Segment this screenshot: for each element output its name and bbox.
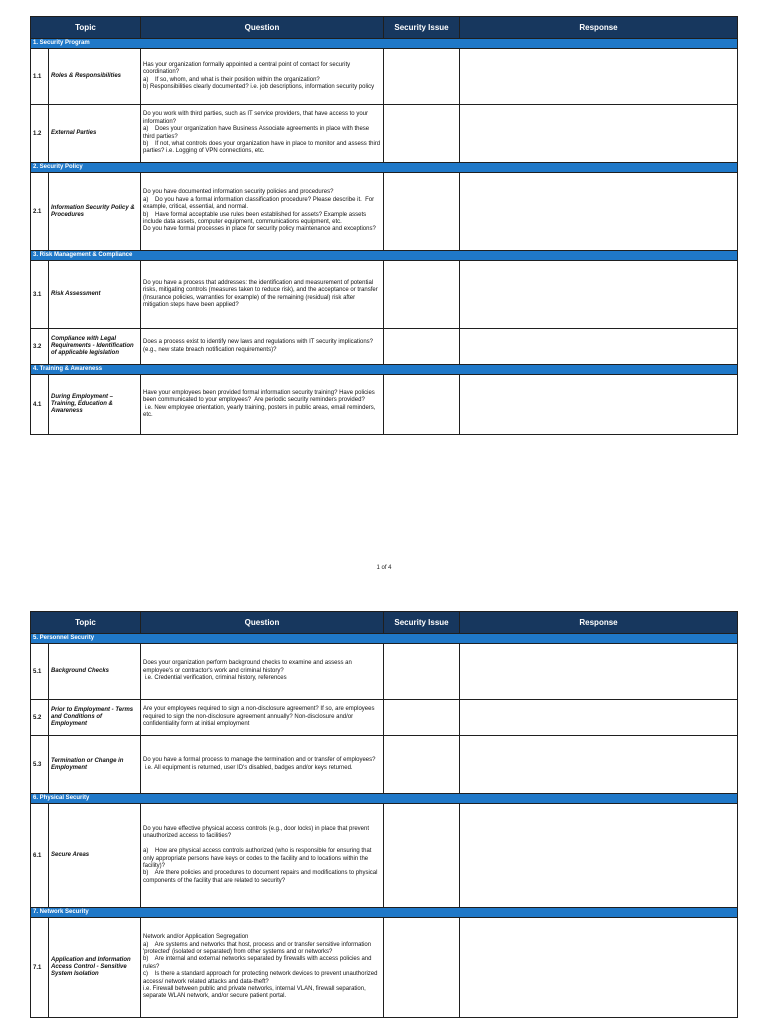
row-number: 4.1 [31,375,49,435]
question-text: Do you have documented information security policies and procedures? a) Do you have a formal information classification procedure? Please describe it. For example, critical, essential, and normal. b) Have formal acceptable use rules been established for assets? Example assets include data assets, computer equipment, communications equipment, etc. Do you have formal processes in place for security policy maintenance and exceptions? [143,189,376,233]
security-issue-cell[interactable] [384,644,460,700]
question-text: Do you work with third parties, such as IT service providers, that have access to your information? a) Does your organization have Business Associate agreements in place with these third parties? b) If not, what controls does your organization have in place to monitor and assess third parties? i.e. Logging of VPN connections, etc. [143,111,381,155]
row-number: 3.2 [31,329,49,365]
table-row [31,644,738,700]
section-title: 4. Training & Awareness [31,365,738,375]
row-topic: Background Checks [49,644,141,700]
row-topic: Application and Information Access Control - Sensitive System Isolation [49,918,141,1018]
row-question [141,700,384,736]
row-topic: Compliance with Legal Requirements - Identification of applicable legislation [49,329,141,365]
section-row [31,908,738,918]
table-row [31,105,738,163]
section-title: 5. Personnel Security [31,634,738,644]
response-cell[interactable] [460,261,738,329]
question-text: Network and/or Application Segregation a) Are systems and networks that host, process and or transfer sensitive information 'protected' (isolated or separated) from other systems and or networks? b) Are internal and external networks separated by firewalls with access policies and rules? c) Is there a standard approach for protecting network devices to prevent unauthorized access/ network related attacks and data-theft? i.e. Firewall between public and private networks, internal VLAN, firewall separation, separate WLAN network, and/or secure patient portal. [143,934,378,1000]
header-response: Response [460,612,738,634]
row-question [141,173,384,251]
row-question [141,804,384,908]
response-cell[interactable] [460,700,738,736]
security-issue-cell[interactable] [384,736,460,794]
response-cell[interactable] [460,105,738,163]
header-response: Response [460,17,738,39]
row-topic: During Employment – Training, Education & Awareness [49,375,141,435]
question-text: Do you have a process that addresses: the identification and measurement of potential risks, mitigating controls (measures taken to reduce risk), and the acceptance or transfer (Insurance policies, warranties for example) of the remaining (residual) risk after mitigation steps have been applied? [143,279,380,308]
response-cell[interactable] [460,49,738,105]
table-row [31,261,738,329]
row-number: 2.1 [31,173,49,251]
response-cell[interactable] [460,329,738,365]
table-row [31,736,738,794]
row-number: 5.1 [31,644,49,700]
header-topic: Topic [31,17,141,39]
question-text: Are your employees required to sign a non-disclosure agreement? If so, are employees required to sign the non-disclosure agreement annually? Non-disclosure and/or confidentiality form at initial employment [143,706,377,728]
response-cell[interactable] [460,804,738,908]
header-security-issue: Security Issue [384,612,460,634]
security-issue-cell[interactable] [384,700,460,736]
row-topic: Secure Areas [49,804,141,908]
section-title: 1. Security Program [31,39,738,49]
response-cell[interactable] [460,375,738,435]
table-row [31,49,738,105]
security-issue-cell[interactable] [384,173,460,251]
row-topic: Roles & Responsibilities [49,49,141,105]
question-text: Has your organization formally appointed a central point of contact for security coordination? a) If so, whom, and what is their position within the organization? b) Responsibilities clearly documented? i.e. job descriptions, information security policy [143,61,375,90]
security-issue-cell[interactable] [384,329,460,365]
question-text: Have your employees been provided formal information security training? Have policies been communicated to your employees? Are periodic security reminders provided? i.e. New employee orientation, yearly training, posters in public areas, email reminders, etc. [143,389,376,418]
section-title: 3. Risk Management & Compliance [31,251,738,261]
row-topic: Prior to Employment - Terms and Conditions of Employment [49,700,141,736]
section-row [31,794,738,804]
section-row [31,365,738,375]
assessment-table-page-1 [30,16,738,435]
table-row [31,700,738,736]
question-text: Does your organization perform background checks to examine and assess an employee's or contractor's work and criminal history? i.e. Credential verification, criminal history, references [143,660,352,682]
response-cell[interactable] [460,173,738,251]
security-issue-cell[interactable] [384,918,460,1018]
section-row [31,163,738,173]
header-security-issue: Security Issue [384,17,460,39]
row-question [141,329,384,365]
row-topic: Information Security Policy & Procedures [49,173,141,251]
section-row [31,634,738,644]
row-topic: External Parties [49,105,141,163]
row-topic: Termination or Change in Employment [49,736,141,794]
question-text: Does a process exist to identify new laws and regulations with IT security implications? (e.g., new state breach notification requirements)? [143,339,375,353]
row-question [141,49,384,105]
response-cell[interactable] [460,644,738,700]
security-issue-cell[interactable] [384,49,460,105]
section-row [31,251,738,261]
header-question: Question [141,612,384,634]
response-cell[interactable] [460,736,738,794]
section-title: 2. Security Policy [31,163,738,173]
row-number: 7.1 [31,918,49,1018]
row-number: 5.3 [31,736,49,794]
row-number: 3.1 [31,261,49,329]
assessment-table-page-2 [30,611,738,1018]
table-row [31,918,738,1018]
row-question [141,918,384,1018]
row-topic: Risk Assessment [49,261,141,329]
row-question [141,736,384,794]
security-issue-cell[interactable] [384,261,460,329]
header-topic: Topic [31,612,141,634]
row-number: 6.1 [31,804,49,908]
table-row [31,804,738,908]
response-cell[interactable] [460,918,738,1018]
row-number: 1.1 [31,49,49,105]
row-question [141,105,384,163]
row-number: 1.2 [31,105,49,163]
header-question: Question [141,17,384,39]
security-issue-cell[interactable] [384,804,460,908]
section-title: 6. Physical Security [31,794,738,804]
security-issue-cell[interactable] [384,375,460,435]
question-text: Do you have effective physical access controls (e.g., door locks) in place that prevent unauthorized access to facilities? a) How are physical access controls authorized (who is responsible for ensuring that only appropriate persons have keys or codes to the facility and to locations within the facility)? b) Are there policies and procedures to document repairs and modifications to physical components of the facility that are related to security? [143,825,378,884]
row-question [141,375,384,435]
section-title: 7. Network Security [31,908,738,918]
security-issue-cell[interactable] [384,105,460,163]
row-number: 5.2 [31,700,49,736]
table-row [31,375,738,435]
page-number: 1 of 4 [376,565,392,571]
table-row [31,173,738,251]
table-header-row [31,612,738,634]
row-question [141,644,384,700]
section-row [31,39,738,49]
question-text: Do you have a formal process to manage the termination and or transfer of employees? i.e. All equipment is returned, user ID's disabled, badges and/or keys returned. [143,757,376,771]
table-header-row [31,17,738,39]
row-question [141,261,384,329]
table-row [31,329,738,365]
